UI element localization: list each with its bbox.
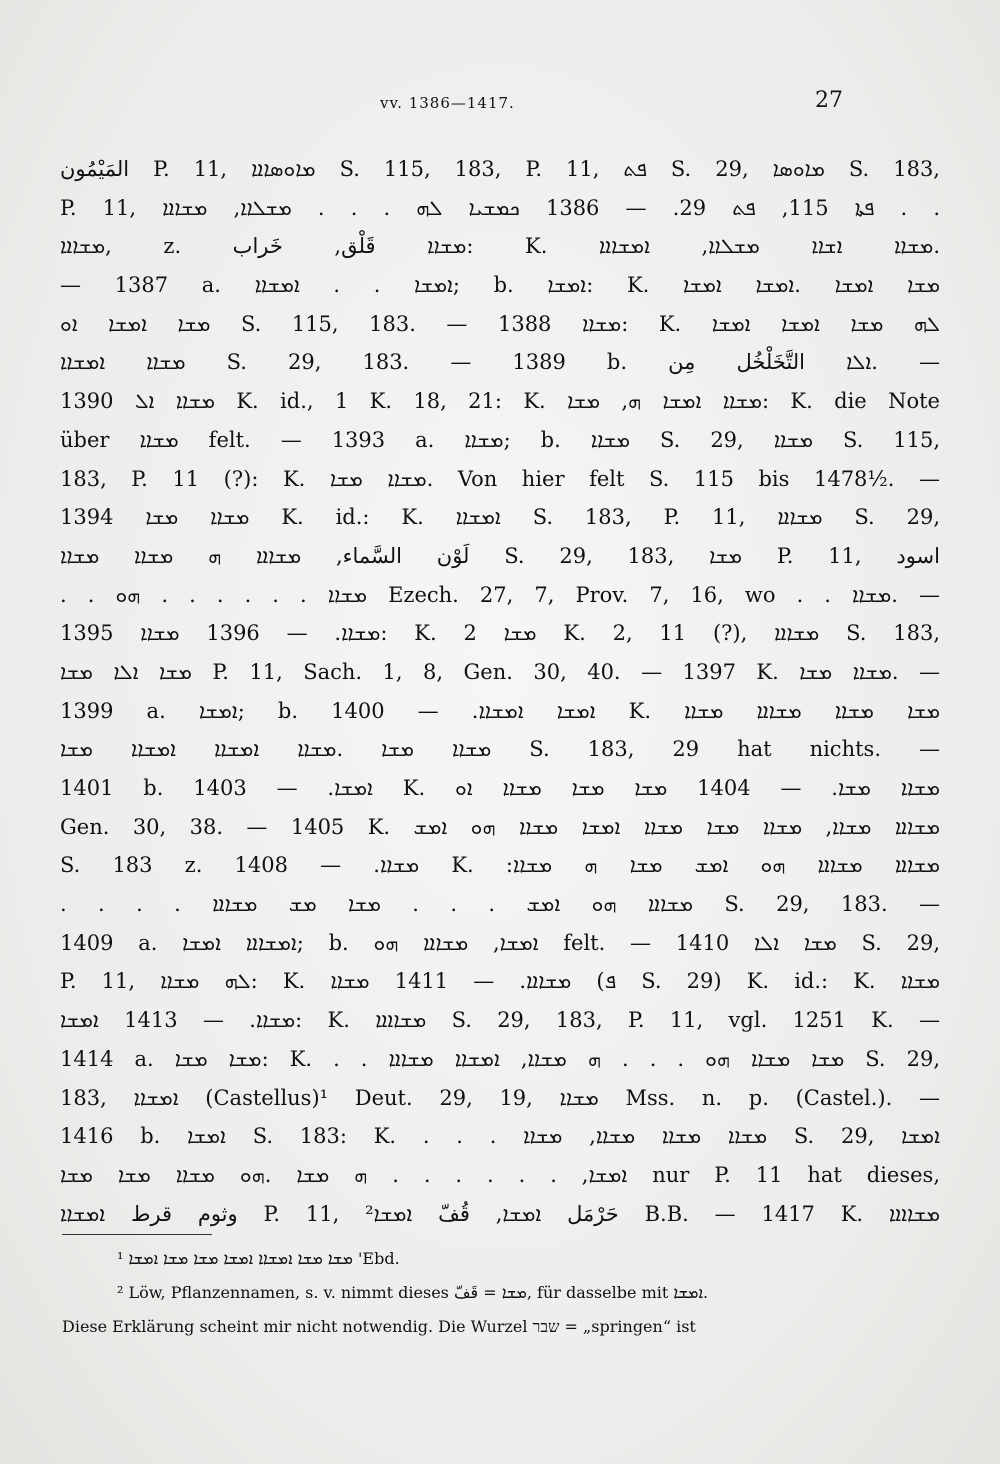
text-line: ܡܫܐܐ ܐܡܫܐܐ S. 29, 183. — 1389 b. ܐܠܐ التَّخَلْخُل مِن. — xyxy=(60,350,940,375)
footnote-divider xyxy=(62,1234,212,1235)
text-line: ܡܫܐܐ. — 1413 ܐܡܫܐ: K. ܡܫܐܐܐܐ S. 29, 183, P. 11, vgl. 1251 K. — xyxy=(60,1008,940,1033)
text-line: über ܡܫܐܐ felt. — 1393 a. ܡܫܐܐ; b. ܡܫܐܐ S. 29, ܡܫܐܐ S. 115, xyxy=(60,427,940,452)
footnote-2-continued: Diese Erklärung scheint mir nicht notwendig. Die Wurzel שבר = „springen“ ist xyxy=(62,1317,696,1336)
text-line: 1390 ܡܫܐܐ ܐܠ K. id., 1 K. 18, 21: K. ܡܫܐܐ ܐܡܫܐ ܗ, ܡܫܐ: K. die Note xyxy=(60,389,940,414)
text-line: 1395 ܡܫܐܐ. — 1396 ܡܫܐܐ: K. ܡܫܐ 2 K. 2, 11 (?), ܡܫܐܐܐ S. 183, xyxy=(60,621,940,646)
text-line: 1409 a. ܐܡܫܐܐܐ ܐܡܫܐ; b. ܐܡܫܐ, ܡܫܐܐܐ ܗܘ felt. — 1410 ܡܫܐ ܐܠܐ S. 29, xyxy=(60,930,940,955)
text-line: P. 11, ܠܗ ܡܫܐܐ: K. ܡܫܐܐܐ. — 1411 ܡܫܐܐ (ܦ S. 29) K. id.: K. ܡܫܐܐ xyxy=(60,969,940,994)
text-line: 1416 b. ܐܡܫܐ S. 183: K. . . . ܡܫܐܐ ܡܫܐܐ ܡܫܐܐ, ܡܫܐܐ S. 29, ܐܡܫܐ xyxy=(60,1124,940,1149)
text-line: Gen. 30, 38. — 1405 K. ܡܫܐܐܐ ܡܫܐܐ, ܡܫܐܐ ܡܫܐ ܡܫܐܐ ܐܡܫܐ ܡܫܐܐ ܗܘ ܐܡܫ xyxy=(60,814,940,839)
text-line: 1399 a. ܐܡܫܐ; b. ܐܡܫܐ ܐܡܫܐܐ. — 1400 K. ܡܫܐ ܡܫܐܐ ܡܫܐܐܐ ܡܫܐܐ xyxy=(60,698,940,723)
text-line: P. 11, ܦܬܐ 115, ܦܬ 29. — 1386 ܟܡܫܝܐ ܠܗ . . . ܡܫܠܐܐ, ܡܫܐܐܐ . . xyxy=(60,195,940,220)
text-line: ܡܫܐ ܐܠܐ ܡܫܐ P. 11, Sach. 1, 8, Gen. 30, 40. — 1397 K. ܡܫܐܐ ܡܫܐ. — xyxy=(60,659,940,684)
footnote-1: ¹ ܡܫܐ ܡܫܐ ܐܡܫܐܐ ܐܡܫܐ ܡܫܐ ܡܫܐ ܐܡܫܐ 'Ebd. xyxy=(117,1249,400,1268)
running-head: vv. 1386—1417. xyxy=(380,94,515,112)
footnotes xyxy=(62,1242,942,1344)
text-line: ܐܡܫܐ, . . . . . . ܗ ܡܫܐ .ܗܘ ܡܫܐܐ ܡܫܐ ܡܫܐ nur P. 11 hat dieses, xyxy=(60,1162,940,1187)
text-line: لَوْن السَّماء, ܡܫܐܐܐ ܗ ܡܫܐܐ ܡܫܐܐ S. 29, 183, ܡܫܐ P. 11, اسود xyxy=(60,543,940,568)
text-line: ܡܫܐܐܐ, z. ܡܫܐܐ قَلْق, خَراب: K. ܡܫܐܐ ܐܫܐܐ ܡܫܠܐܐ, ܐܡܫܐܐܐ. xyxy=(60,234,940,259)
page-number: 27 xyxy=(815,88,843,113)
text-line: 1401 b. ܐܡܫܐ. — 1403 K. ܡܫܐܐ ܡܫܐ. — 1404 ܡܫܐ ܡܫܐ ܡܫܐܐ ܐܘ xyxy=(60,776,940,800)
text-line: — 1387 a. ܐܡܫܐ . . ܐܡܫܐܐ; b. ܐܡܫܐ: K. ܡܫܐ ܐܡܫܐ .ܐܡܫܐ ܐܡܫܐ xyxy=(60,273,940,298)
text-line: ܡܫܐ ܐܡܫܐ ܐܘ S. 115, 183. — 1388 ܡܫܐܐ: K. ܠܗ ܡܫܐ ܐܡܫܐ ܐܡܫܐ xyxy=(60,311,940,336)
text-line: . . ܡܫܐܐ . . . . . . ܗܘ Ezech. 27, 7, Prov. 7, 16, wo . . ܡܫܐܐ. — xyxy=(60,582,940,607)
text-line: S. 183 z. ܡܫܐܐ. — 1408 K. :ܡܫܐܐܐ ܡܫܐܐܐ ܗܘ ܐܡܫ ܡܫܐ ܗ ܡܫܐܐ xyxy=(60,853,940,878)
text-line: 183, ܐܡܫܐܐ (Castellus)¹ Deut. 29, 19, ܡܫܐܐ Mss. n. p. (Castel.). — xyxy=(60,1085,940,1110)
body-text xyxy=(60,150,940,1233)
footnote-2: ² Löw, Pflanzennamen, s. v. nimmt dieses ܡܫܐ = قَفّ, für dasselbe mit ܐܡܫܐ. xyxy=(117,1283,709,1302)
text-line: وثوم قرط ܐܡܫܐܐ P. 11, حَرْمَل ܐܡܫܐ, قُفّ ܐܡܫܐ² B.B. — 1417 K. ܡܫܐܐܐܐ xyxy=(60,1201,940,1226)
text-line: 1394 ܡܫܐܐ ܡܫܐ K. id.: K. ܐܡܫܐܐ S. 183, P. 11, ܡܫܐܐܐ S. 29, xyxy=(60,505,940,530)
text-line: 183, P. 11 (?): K. ܡܫܐܐ ܡܫܐ. Von hier felt S. 115 bis 1478½. — xyxy=(60,466,940,491)
text-line: 1414 a. ܡܫܐ ܡܫܐ: K. . . ܡܫܐ ܡܫܐܐ ܗܘ . . . ܗ ܡܫܐܐ, ܐܡܫܐܐ ܡܫܐܐܐ S. 29, xyxy=(60,1046,940,1071)
text-line: ܡܫܐܐ ܡܫܐ .ܡܫܐܐ ܐܡܫܐܐ ܐܡܫܐܐ ܡܫܐ S. 183, 29 hat nichts. — xyxy=(60,737,940,762)
text-line: . . . . ܡܫܐܐܐ ܗܘ ܐܡܫ . . . ܡܫܐ ܡܫ ܡܫܐܐܐ S. 29, 183. — xyxy=(60,892,940,917)
text-line: المَيْمُون P. 11, ܡܐܘܣܐܐܐ S. 115, 183, P. 11, ܦܬ S. 29, ܡܐܘܣܐ S. 183, xyxy=(60,157,940,181)
